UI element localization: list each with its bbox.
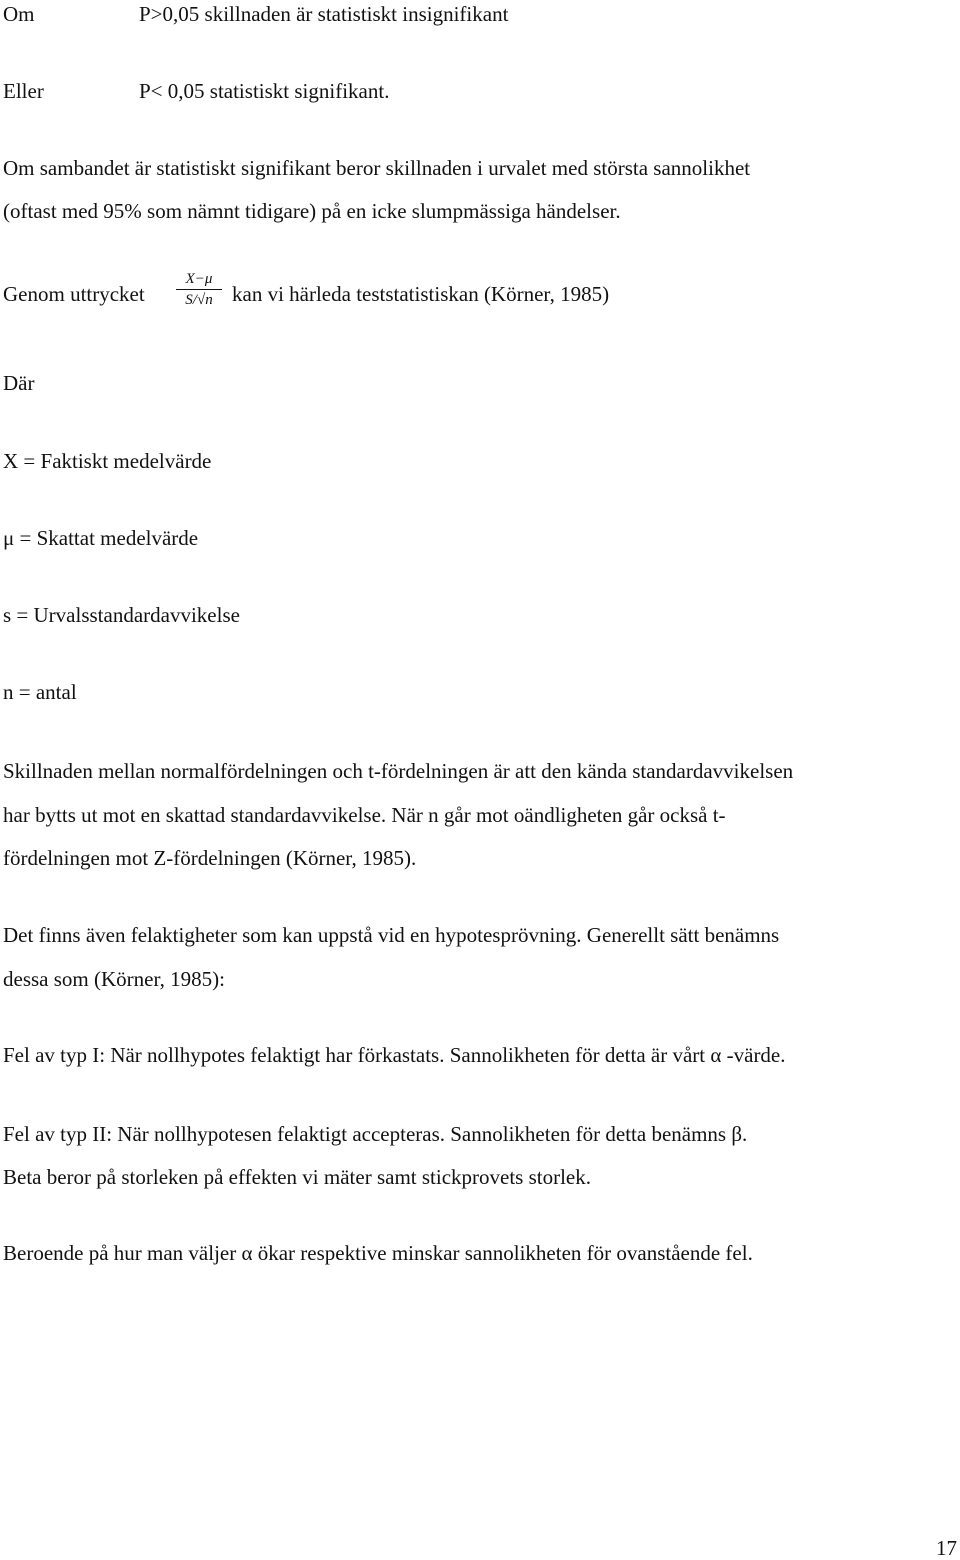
definition-item-mu: μ = Skattat medelvärde [3, 526, 199, 550]
test-statistic-formula [176, 270, 222, 309]
formula-denominator: S/√n [185, 292, 213, 308]
significance-paragraph-line-1: Om sambandet är statistiskt signifikant beror skillnaden i urvalet med största sannolikhet [3, 156, 751, 180]
definitions-heading: Där [3, 371, 35, 395]
tdist-paragraph-line-1: Skillnaden mellan normalfördelningen och t-fördelningen är att den kända standardavvikelsen [3, 759, 794, 783]
error-type-1-line: Fel av typ I: När nollhypotes felaktigt har förkastats. Sannolikheten för detta är vårt α -värde. [3, 1043, 786, 1067]
tdist-paragraph-line-3: fördelningen mot Z-fördelningen (Körner, 1985). [3, 846, 417, 870]
errors-paragraph-line-2: dessa som (Körner, 1985): [3, 967, 225, 991]
tdist-paragraph-line-2: har bytts ut mot en skattad standardavvikelse. När n går mot oändligheten går också t- [3, 803, 726, 827]
alpha-paragraph-line: Beroende på hur man väljer α ökar respektive minskar sannolikheten för ovanstående fel. [3, 1241, 753, 1265]
error-type-2-line-1: Fel av typ II: När nollhypotesen felaktigt accepteras. Sannolikheten för detta benämns β. [3, 1122, 748, 1146]
definition-item-n: n = antal [3, 680, 77, 704]
hypothesis-text-significant: P< 0,05 statistiskt signifikant. [139, 79, 390, 103]
significance-paragraph-line-2: (oftast med 95% som nämnt tidigare) på en icke slumpmässiga händelser. [3, 199, 621, 223]
hypothesis-text-insignificant: P>0,05 skillnaden är statistiskt insignifikant [139, 2, 509, 26]
hypothesis-label-eller: Eller [3, 79, 44, 103]
definition-item-s: s = Urvalsstandardavvikelse [3, 603, 240, 627]
formula-sentence-intro: Genom uttrycket [3, 282, 145, 306]
errors-paragraph-line-1: Det finns även felaktigheter som kan uppstå vid en hypotesprövning. Generellt sätt benämns [3, 923, 780, 947]
page-number: 17 [936, 1536, 957, 1560]
formula-sentence-continuation: kan vi härleda teststatistiskan (Körner, 1985) [232, 282, 610, 306]
formula-numerator: X−μ [176, 270, 222, 290]
error-type-2-line-2: Beta beror på storleken på effekten vi mäter samt stickprovets storlek. [3, 1165, 591, 1189]
hypothesis-label-om: Om [3, 2, 35, 26]
definition-item-x: X = Faktiskt medelvärde [3, 449, 212, 473]
